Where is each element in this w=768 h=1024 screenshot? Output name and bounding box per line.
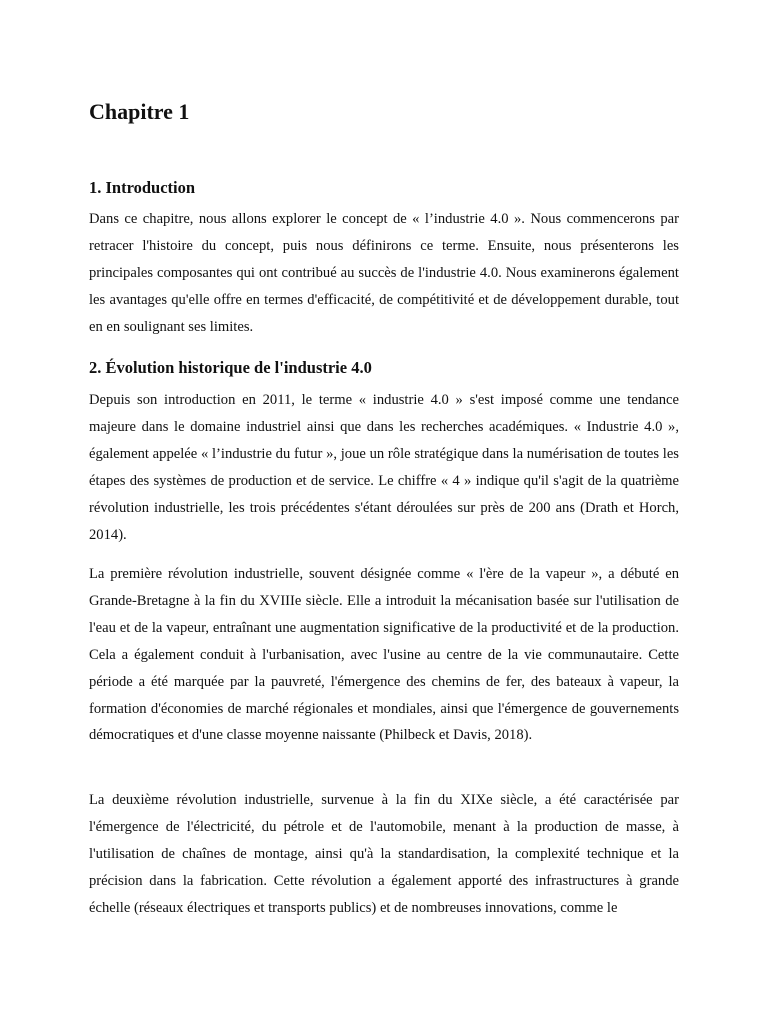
section-heading-evolution: 2. Évolution historique de l'industrie 4.0: [89, 358, 372, 377]
section-heading-introduction: 1. Introduction: [89, 178, 196, 197]
evolution-paragraph-2: La première révolution industrielle, souvent désignée comme « l'ère de la vapeur », a débuté en Grande-Bretagne à la fin du XVIIIe siècle. Elle a introduit la mécanisation basée sur l'utilisation de l'eau et de la vapeur, entraînant une augmentation significative de la productivité et de la production. Cela a également conduit à l'urbanisation, avec l'usine au centre de la vie communautaire. Cette période a été marquée par la pauvreté, l'émergence des chemins de fer, des bateaux à vapeur, la formation d'économies de marché régionales et mondiales, ainsi que l'émergence de gouvernements démocratiques et d'une classe moyenne naissante (Philbeck et Davis, 2018).: [89, 566, 679, 744]
chapter-title: Chapitre 1: [89, 99, 190, 124]
introduction-paragraph: Dans ce chapitre, nous allons explorer le concept de « l’industrie 4.0 ». Nous commencerons par retracer l'histoire du concept, puis nous définirons ce terme. Ensuite, nous présenterons les principales composantes qui ont contribué au succès de l'industrie 4.0. Nous examinerons également les avantages qu'elle offre en termes d'efficacité, de compétitivité et de développement durable, tout en en soulignant ses limites.: [89, 211, 679, 335]
evolution-paragraph-1: Depuis son introduction en 2011, le terme « industrie 4.0 » s'est imposé comme une tendance majeure dans le domaine industriel ainsi que dans les recherches académiques. « Industrie 4.0 », également appelée « l’industrie du futur », joue un rôle stratégique dans la numérisation de toutes les étapes des systèmes de production et de service. Le chiffre « 4 » indique qu'il s'agit de la quatrième révolution industrielle, les trois précédentes s'étant déroulées sur près de 200 ans (Drath et Horch, 2014).: [89, 392, 679, 543]
evolution-paragraph-3: La deuxième révolution industrielle, survenue à la fin du XIXe siècle, a été caractérisée par l'émergence de l'électricité, du pétrole et de l'automobile, menant à la production de masse, à l'utilisation de chaînes de montage, ainsi qu'à la standardisation, la complexité technique et la précision dans la fabrication. Cette révolution a également apporté des infrastructures à grande échelle (réseaux électriques et transports publics) et de nombreuses innovations, comme le: [89, 792, 679, 916]
